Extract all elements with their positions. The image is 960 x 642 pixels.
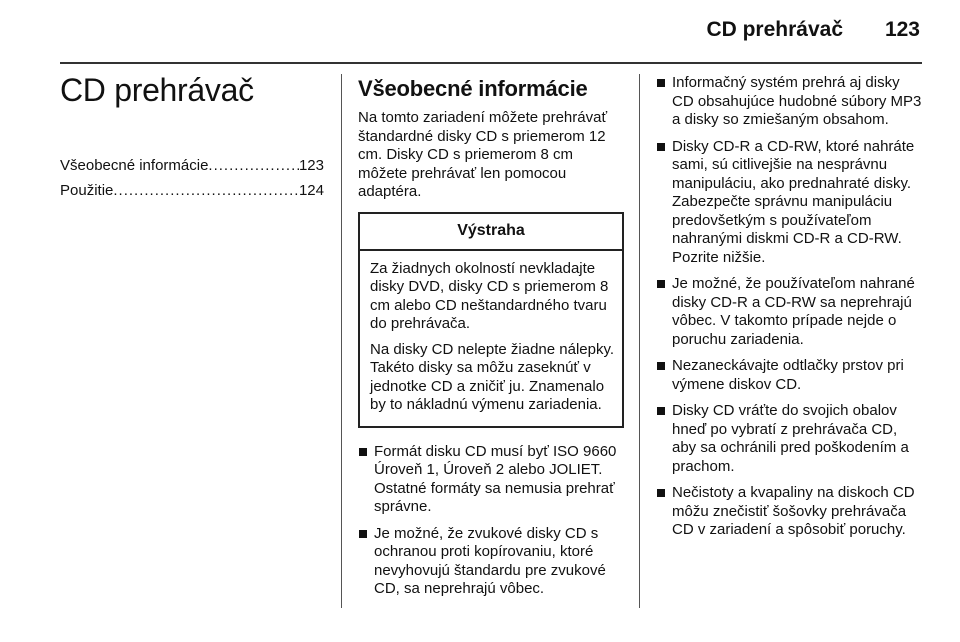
column-general-info — [358, 74, 624, 607]
bullet-square-icon — [657, 407, 665, 415]
toc-entry-page: 124 — [298, 182, 324, 199]
list-item-text: Informačný systém prehrá aj disky CD obsahujúce hudobné súbory MP3 a disky so zmiešaným obsahom. — [672, 74, 922, 128]
list-item — [656, 402, 922, 476]
header-title: CD prehrávač — [706, 18, 843, 41]
column-notes — [656, 74, 922, 548]
section-heading: Všeobecné informácie — [358, 76, 588, 101]
list-item — [656, 484, 922, 540]
list-item-text: Nezaneckávajte odtlačky prstov pri výmene diskov CD. — [672, 357, 904, 393]
column-toc — [60, 72, 324, 203]
toc-leader-dots — [208, 153, 299, 178]
list-item-text: Je možné, že používateľom nahrané disky CD-R a CD-RW sa neprehrajú vôbec. V takomto prípade nejde o poruchu zariadenia. — [672, 275, 915, 348]
list-item — [656, 275, 922, 349]
bullet-list — [358, 443, 624, 599]
chapter-title: CD prehrávač — [60, 72, 254, 108]
bullet-square-icon — [657, 143, 665, 151]
warning-heading: Výstraha — [360, 214, 622, 251]
list-item-text: Disky CD-R a CD-RW, ktoré nahráte sami, sú citlivejšie na nesprávnu manipuláciu, ako prednahraté disky. Zabezpečte správnu manipuláciu predovšetkým s používateľom nahranými diskmi CD-R a CD-RW. Pozrite nižšie. — [672, 137, 915, 266]
page-number: 123 — [884, 18, 920, 41]
warning-paragraph: Za žiadnych okolností nevkladajte disky DVD, disky CD s priemerom 8 cm alebo CD neštandardného tvaru do prehrávača. — [370, 259, 609, 332]
bullet-square-icon — [359, 530, 367, 538]
list-item-text: Je možné, že zvukové disky CD s ochranou proti kopírovaniu, ktoré nevyhovujú štandardu pre zvukové CD, sa neprehrajú vôbec. — [374, 524, 606, 597]
bullet-square-icon — [657, 280, 665, 288]
bullet-square-icon — [359, 448, 367, 456]
bullet-list — [656, 74, 922, 540]
toc-entry-label: Použitie — [60, 182, 114, 199]
toc-leader-dots — [113, 178, 299, 203]
toc-entry-label: Všeobecné informácie — [60, 157, 209, 174]
column-divider — [639, 74, 640, 608]
bullet-square-icon — [657, 79, 665, 87]
page-header — [60, 0, 922, 64]
warning-box — [358, 212, 624, 428]
toc-entry[interactable] — [60, 153, 324, 178]
list-item — [656, 357, 922, 394]
bullet-square-icon — [657, 362, 665, 370]
list-item — [656, 74, 922, 130]
list-item-text: Disky CD vráťte do svojich obalov hneď po vybratí z prehrávača CD, aby sa ochránili pred poškodením a prachom. — [672, 402, 909, 475]
toc-entry-page: 123 — [298, 157, 324, 174]
column-divider — [341, 74, 342, 608]
list-item — [656, 138, 922, 268]
intro-paragraph: Na tomto zariadení môžete prehrávať štandardné disky CD s priemerom 12 cm. Disky CD s priemerom 8 cm môžete prehrávať len pomocou adaptéra. — [358, 109, 608, 200]
list-item — [358, 443, 624, 517]
toc-entry[interactable] — [60, 178, 324, 203]
list-item-text: Nečistoty a kvapaliny na diskoch CD môžu znečistiť šošovky prehrávača CD v zariadení a spôsobiť poruchy. — [672, 484, 915, 538]
list-item-text: Formát disku CD musí byť ISO 9660 Úroveň 1, Úroveň 2 alebo JOLIET. Ostatné formáty sa nemusia prehrať správne. — [374, 442, 617, 515]
bullet-square-icon — [657, 489, 665, 497]
warning-body — [360, 251, 622, 426]
warning-paragraph: Na disky CD nelepte žiadne nálepky. Takéto disky sa môžu zaseknúť v jednotke CD a zničiť ju. Znamenalo by to nákladnú výmenu zariadenia. — [370, 340, 615, 413]
list-item — [358, 525, 624, 599]
